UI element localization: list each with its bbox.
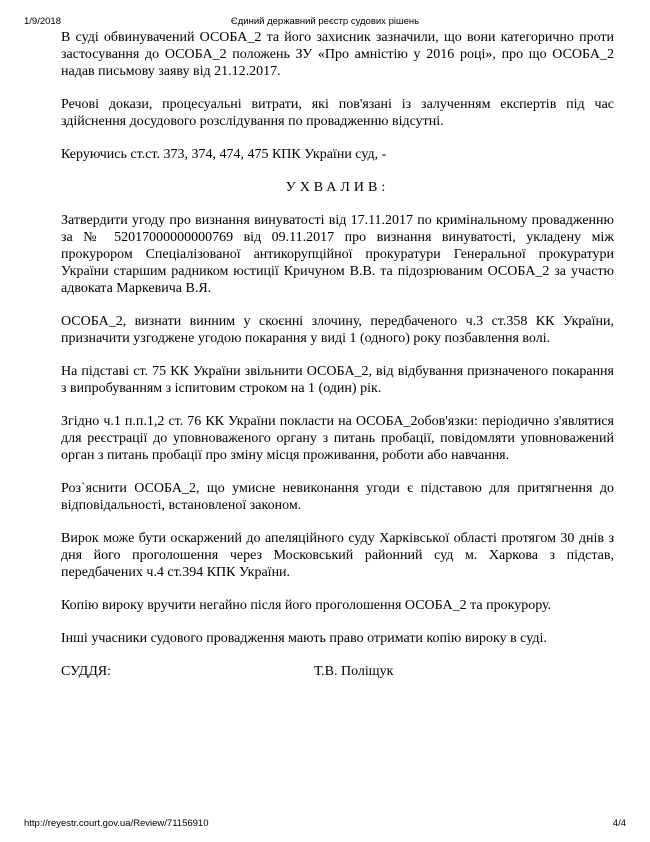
paragraph-evidence: Речові докази, процесуальні витрати, які пов'язані із залученням експертів під час здійснення досудового розслідування по провадженню відсутні. bbox=[61, 97, 614, 129]
resolution-item: На підставі ст. 75 КК України звільнити ОСОБА_2, від відбування призначеного покарання з випробуванням з іспитовим строком на 1 (один) рік. bbox=[61, 364, 614, 396]
signature-role: СУДДЯ: bbox=[61, 664, 111, 679]
signature-name: Т.В. Поліщук bbox=[314, 664, 394, 679]
document-body bbox=[61, 29, 614, 680]
paragraph-defense-statement: В суді обвинувачений ОСОБА_2 та його захисник зазначили, що вони категорично проти застосування до ОСОБА_2 положень ЗУ «Про амністію у 2016 році», про що ОСОБА_2 надав письмову заяву від 21.12.2017. bbox=[61, 30, 614, 79]
resolution-item: Вирок може бути оскаржений до апеляційного суду Харківської області протягом 30 днів з дня його проголошення через Московський районний суд м. Харкова з підстав, передбачених ч.4 ст.394 КПК України. bbox=[61, 531, 614, 580]
resolution-item: Затвердити угоду про визнання винуватості від 17.11.2017 по кримінальному провадженню за № 52017000000000769 від 09.11.2017 про визнання винуватості, укладену між прокурором Спеціалізованої антикорупційної прокуратури Генеральної прокуратури України старшим радником юстиції Кричуном В.В. та підозрюваним ОСОБА_2 за участю адвоката Маркевича В.Я. bbox=[61, 213, 614, 296]
resolution-item: Копію вироку вручити негайно після його проголошення ОСОБА_2 та прокурору. bbox=[61, 598, 552, 613]
source-url-link[interactable]: http://reyestr.court.gov.ua/Review/71156910 bbox=[24, 818, 209, 829]
resolution-item: Роз`яснити ОСОБА_2, що умисне невиконання угоди є підставою для притягнення до відповідальності, встановленої законом. bbox=[61, 481, 614, 513]
resolution-item: Згідно ч.1 п.п.1,2 ст. 76 КК України покласти на ОСОБА_2обов'язки: періодично з'являтися для реєстрації до уповноваженого органу з питань пробації, повідомляти уповноважений орган з питань пробації про зміну місця проживання, роботи або навчання. bbox=[61, 414, 614, 463]
page-number: 4/4 bbox=[612, 818, 626, 829]
page-title: Єдиний державний реєстр судових рішень bbox=[230, 16, 420, 27]
signature-block bbox=[61, 663, 614, 680]
paragraph-legal-basis: Керуючись ст.ст. 373, 374, 474, 475 КПК України суд, - bbox=[61, 147, 387, 162]
print-date: 1/9/2018 bbox=[24, 16, 61, 27]
resolution-item: ОСОБА_2, визнати винним у скоєнні злочину, передбаченого ч.3 ст.358 КК України, призначити узгоджене угодою покарання у виді 1 (одного) року позбавлення волі. bbox=[61, 314, 614, 346]
resolution-heading: УХВАЛИВ: bbox=[285, 180, 390, 195]
resolution-item: Інші учасники судового провадження мають право отримати копію вироку в суді. bbox=[61, 631, 547, 646]
